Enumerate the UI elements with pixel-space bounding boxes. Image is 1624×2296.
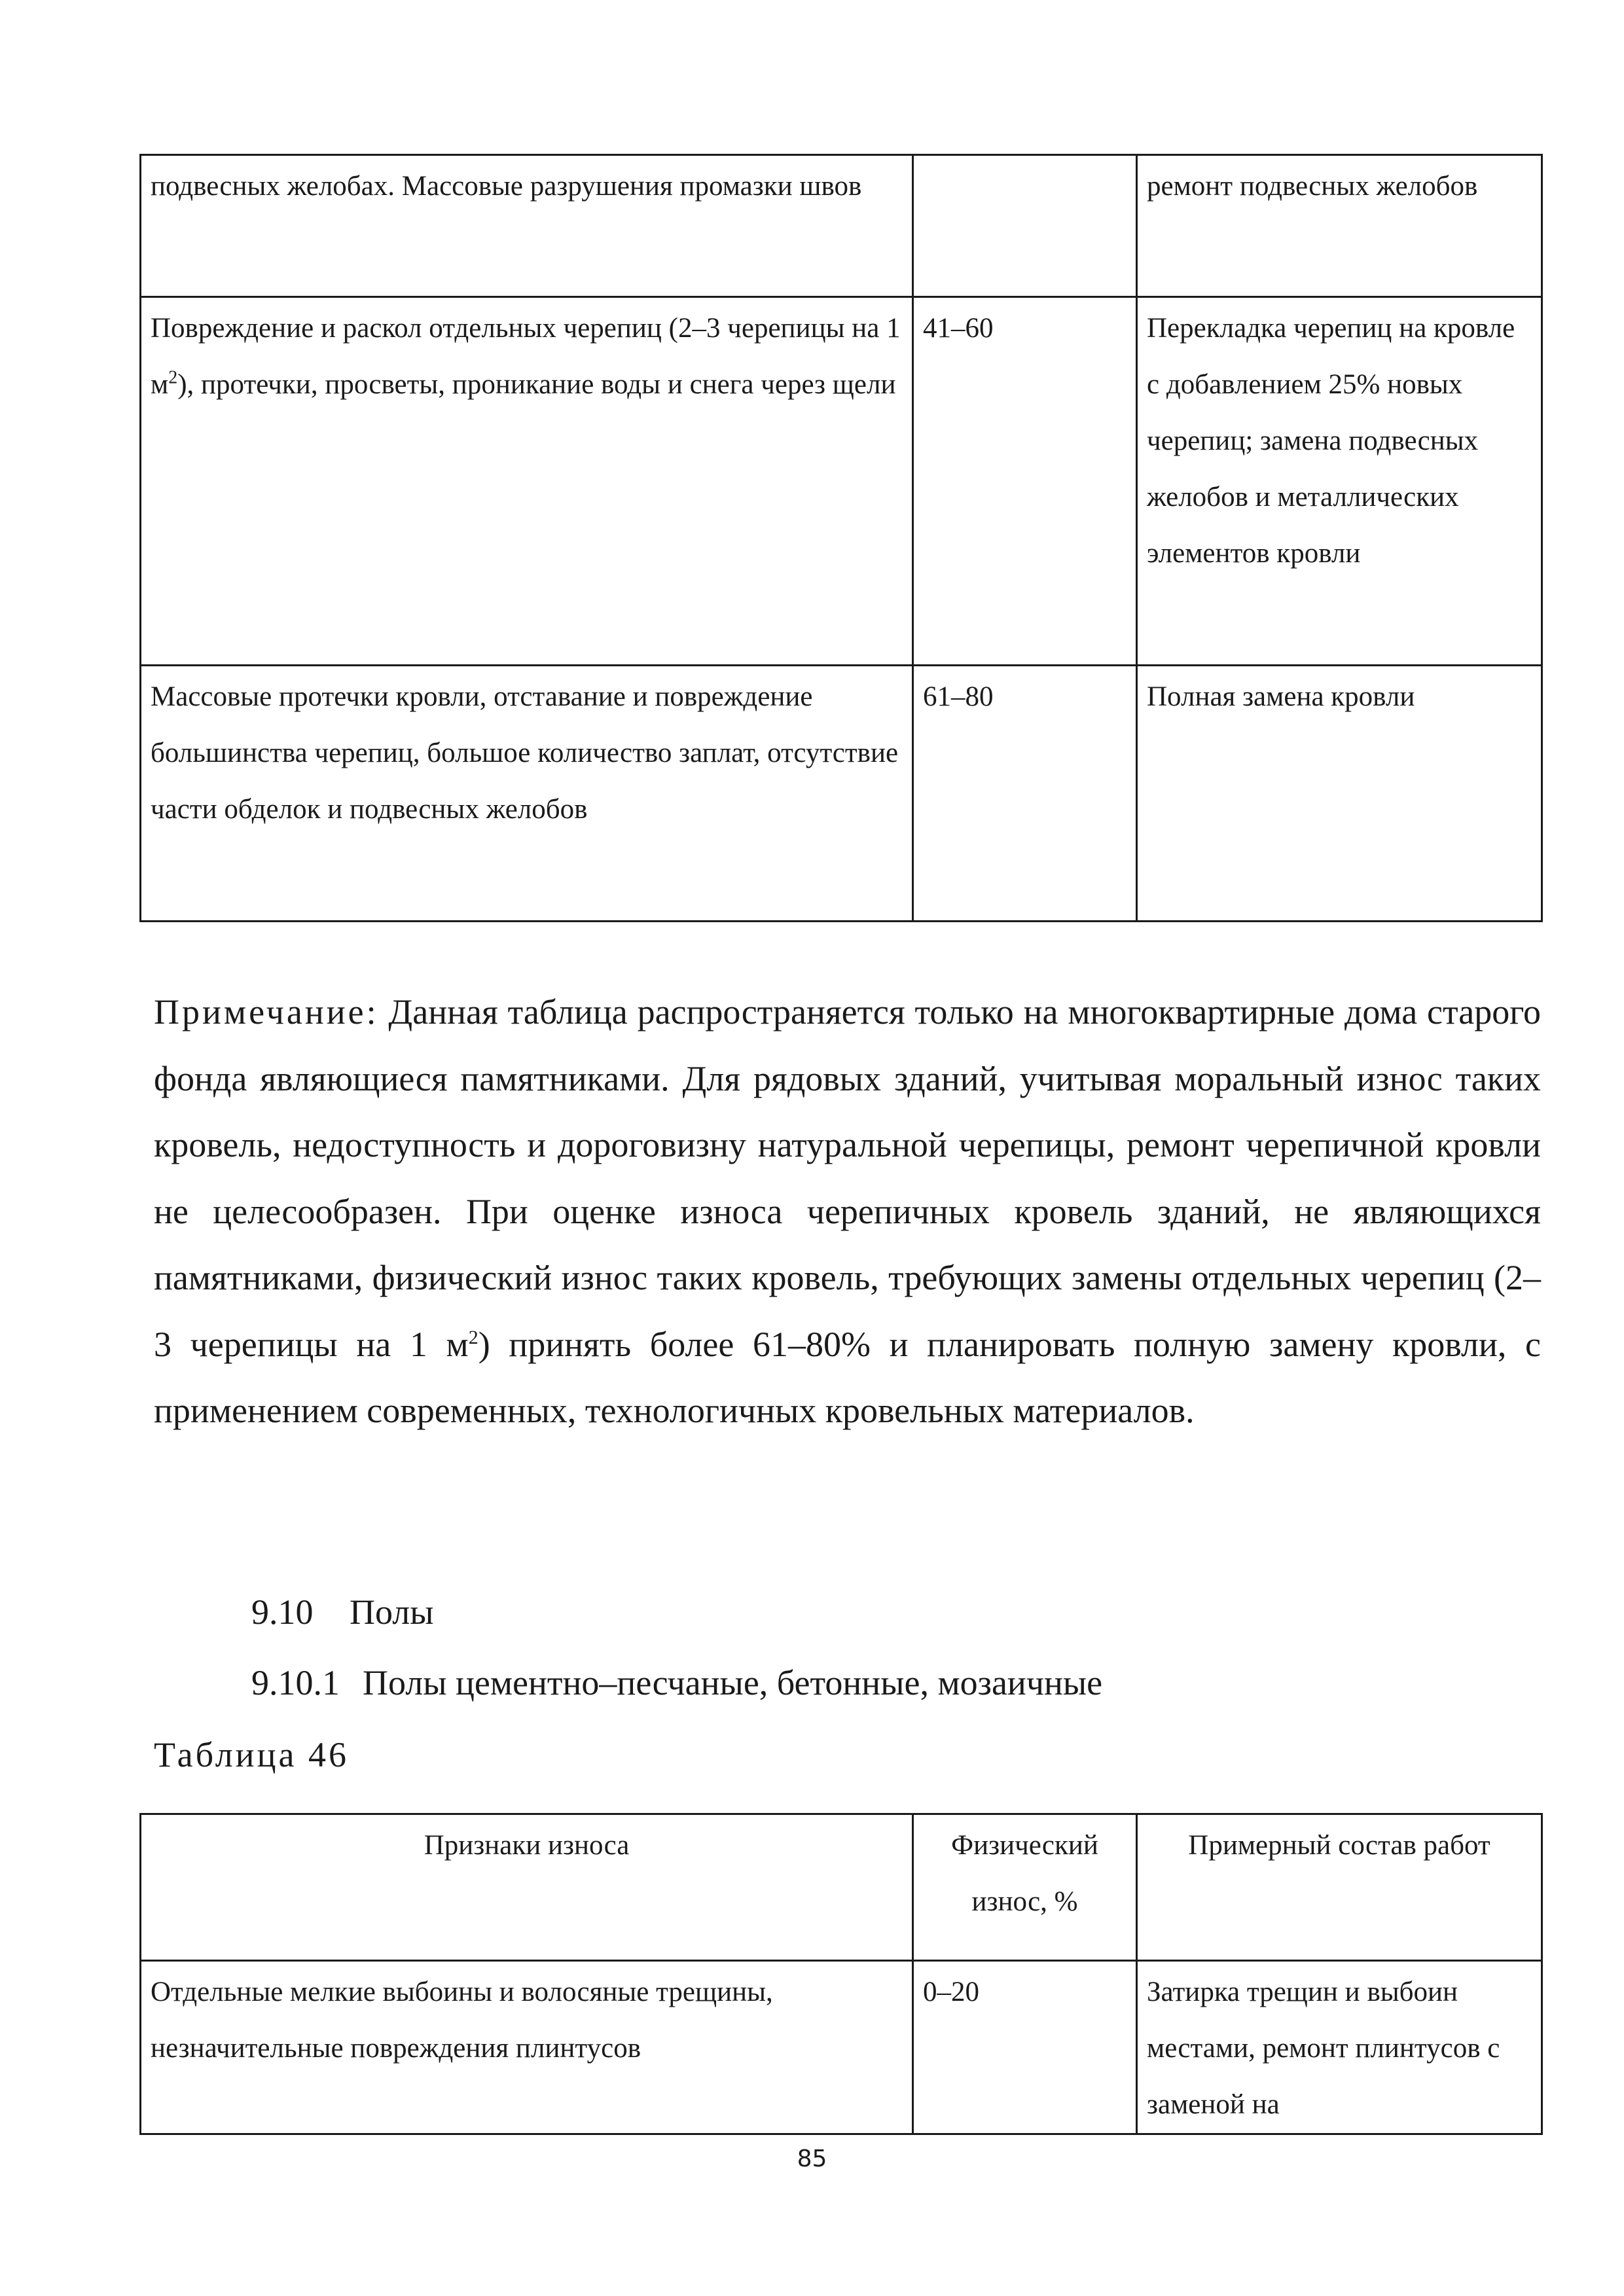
wear-percent-cell [913,155,1137,297]
wear-signs-cell: Повреждение и раскол отдельных черепиц (2–3 черепицы на 1 $м^2$), протечки, просветы, проникание воды и снега через щели [141,297,913,666]
subsection-title: Полы цементно–песчаные, бетонные, мозаичные [363,1663,1103,1702]
wear-table-continued [139,154,1543,922]
table-header-row [141,1814,1542,1961]
wear-percent-cell: 0–20 [913,1961,1137,2134]
note-label: Примечание: [154,992,379,1031]
header-repair-works: Примерный состав работ [1137,1814,1542,1961]
subsection-number: 9.10.1 [251,1663,340,1702]
section-title: Полы [350,1592,434,1632]
repair-works-cell: ремонт подвесных желобов [1137,155,1542,297]
table-row [141,666,1542,922]
section-number: 9.10 [251,1592,314,1632]
wear-percent-cell: 41–60 [913,297,1137,666]
wear-signs-cell: Массовые протечки кровли, отставание и повреждение большинства черепиц, большое количество заплат, отсутствие части обделок и подвесных желобов [141,666,913,922]
table-row [141,297,1542,666]
header-wear-signs: Признаки износа [141,1814,913,1961]
repair-works-cell: Перекладка черепиц на кровле с добавлением 25% новых черепиц; замена подвесных желобов и металлических элементов кровли [1137,297,1542,666]
repair-works-cell: Полная замена кровли [1137,666,1542,922]
table-caption: Таблица 46 [154,1735,349,1774]
table-row [141,155,1542,297]
note-paragraph: Примечание: Данная таблица распространяется только на многоквартирные дома старого фонда являющиеся памятниками. Для рядовых зданий, учитывая моральный износ таких кровель, недоступность и дороговизну натуральной черепицы, ремонт черепичной кровли не целесообразен. При оценке износа черепичных кровель зданий, не являющихся памятниками, физический износ таких кровель, требующих замены отдельных черепиц (2–3 черепицы на 1 $м^2$) принять более 61–80% и планировать полную замену кровли, с применением современных, технологичных кровельных материалов. [154,992,1541,1430]
wear-signs-cell: Отдельные мелкие выбоины и волосяные трещины, незначительные повреждения плинтусов [141,1961,913,2134]
repair-works-cell: Затирка трещин и выбоин местами, ремонт плинтусов с заменой на [1137,1961,1542,2134]
wear-table-46 [139,1813,1543,2135]
page-number: 85 [797,2145,827,2172]
header-physical-wear: Физический износ, % [913,1814,1137,1961]
section-heading [251,1594,434,1630]
subsection-heading [251,1665,1102,1700]
table-row [141,1961,1542,2134]
wear-signs-cell: подвесных желобах. Массовые разрушения промазки швов [141,155,913,297]
wear-percent-cell: 61–80 [913,666,1137,922]
